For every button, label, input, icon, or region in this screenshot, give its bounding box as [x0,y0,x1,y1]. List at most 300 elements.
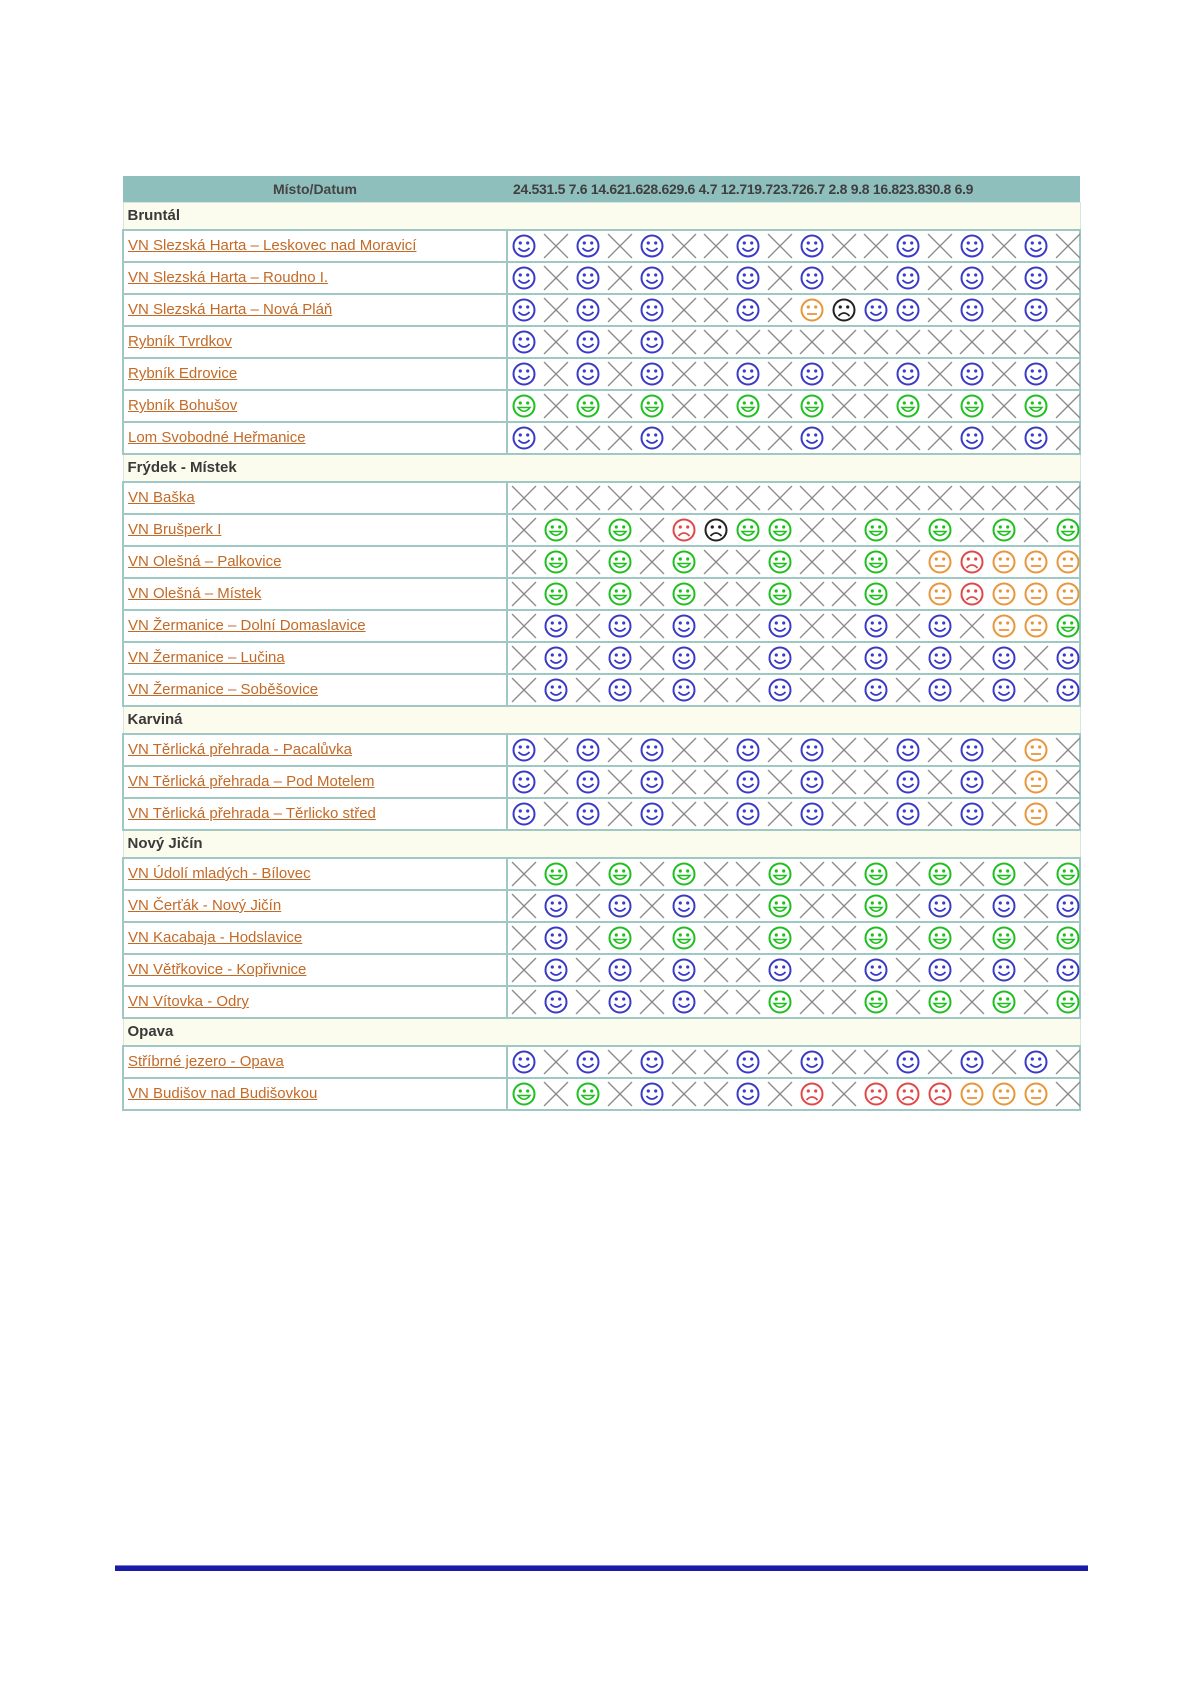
cross-icon [828,515,860,545]
blue-smiley-icon [540,891,572,921]
cross-icon [700,327,732,357]
green-smiley-icon [860,515,892,545]
location-link[interactable]: VN Brušperk I [128,521,222,538]
blue-smiley-icon [732,1047,764,1077]
green-smiley-icon [764,515,796,545]
location-link[interactable]: VN Budišov nad Budišovkou [128,1085,318,1102]
cross-icon [572,611,604,641]
cross-icon [636,611,668,641]
green-smiley-icon [796,391,828,421]
location-cell [123,358,507,390]
blue-smiley-icon [892,767,924,797]
cross-icon [924,263,956,293]
blue-smiley-icon [956,231,988,261]
region-name: Opava [123,1018,1080,1046]
cross-icon [604,231,636,261]
cross-icon [764,799,796,829]
blue-smiley-icon [668,987,700,1017]
orange-neutral-face-icon [1020,611,1052,641]
header-dates: 24.531.5 7.6 14.621.628.629.6 4.7 12.719.723.726.7 2.8 9.8 16.823.830.8 6.9 [513,180,974,197]
location-link[interactable]: VN Kacabaja - Hodslavice [128,929,303,946]
blue-smiley-icon [796,767,828,797]
status-cells [507,922,1080,954]
cross-icon [540,1079,572,1109]
status-cells [507,482,1080,514]
blue-smiley-icon [1020,295,1052,325]
cross-icon [892,515,924,545]
cross-icon [764,1079,796,1109]
cross-icon [796,515,828,545]
location-cell [123,890,507,922]
cross-icon [572,955,604,985]
blue-smiley-icon [988,955,1020,985]
cross-icon [764,231,796,261]
status-cell-strip [508,735,1079,765]
orange-neutral-face-icon [1020,767,1052,797]
location-cell [123,546,507,578]
blue-smiley-icon [732,295,764,325]
blue-smiley-icon [1052,891,1084,921]
cross-icon [892,891,924,921]
status-cell-strip [508,359,1079,389]
blue-smiley-icon [668,891,700,921]
blue-smiley-icon [1020,359,1052,389]
cross-icon [540,735,572,765]
status-cells [507,642,1080,674]
blue-smiley-icon [1020,231,1052,261]
blue-smiley-icon [572,359,604,389]
cross-icon [796,579,828,609]
blue-smiley-icon [924,955,956,985]
green-smiley-icon [1052,923,1084,953]
blue-smiley-icon [572,295,604,325]
cross-icon [508,483,540,513]
cross-icon [1052,231,1084,261]
location-link[interactable]: VN Olešná – Místek [128,585,262,602]
blue-smiley-icon [796,1047,828,1077]
blue-smiley-icon [796,423,828,453]
green-smiley-icon [764,923,796,953]
cross-icon [540,483,572,513]
blue-smiley-icon [604,891,636,921]
green-smiley-icon [860,987,892,1017]
cross-icon [700,579,732,609]
cross-icon [956,955,988,985]
cross-icon [956,515,988,545]
cross-icon [604,1047,636,1077]
blue-smiley-icon [540,643,572,673]
green-smiley-icon [668,923,700,953]
blue-smiley-icon [636,295,668,325]
table-row [123,230,1080,262]
blue-smiley-icon [956,359,988,389]
cross-icon [924,295,956,325]
region-name: Frýdek - Místek [123,454,1080,482]
blue-smiley-icon [732,767,764,797]
location-cell [123,610,507,642]
location-link[interactable]: VN Žermanice – Soběšovice [128,681,319,698]
cross-icon [540,295,572,325]
location-link[interactable]: VN Těrlická přehrada – Pod Motelem [128,773,375,790]
cross-icon [572,515,604,545]
status-cell-strip [508,483,1079,513]
status-cell-strip [508,515,1079,545]
cross-icon [828,327,860,357]
orange-neutral-face-icon [988,1079,1020,1109]
table-row [123,326,1080,358]
cross-icon [956,675,988,705]
cross-icon [796,955,828,985]
blue-smiley-icon [860,955,892,985]
status-cell-strip [508,923,1079,953]
cross-icon [668,327,700,357]
cross-icon [892,643,924,673]
red-sad-face-icon [956,547,988,577]
green-smiley-icon [892,391,924,421]
cross-icon [508,643,540,673]
cross-icon [796,547,828,577]
location-cell [123,326,507,358]
cross-icon [700,891,732,921]
cross-icon [956,611,988,641]
table-row [123,954,1080,986]
blue-smiley-icon [636,263,668,293]
cross-icon [924,735,956,765]
blue-smiley-icon [508,359,540,389]
blue-smiley-icon [732,1079,764,1109]
green-smiley-icon [988,859,1020,889]
status-cell-strip [508,579,1079,609]
cross-icon [924,391,956,421]
cross-icon [508,579,540,609]
cross-icon [828,1079,860,1109]
location-cell [123,954,507,986]
cross-icon [700,987,732,1017]
status-cells [507,326,1080,358]
location-link[interactable]: Stříbrné jezero - Opava [128,1053,284,1070]
cross-icon [700,423,732,453]
cross-icon [572,423,604,453]
table-row [123,482,1080,514]
cross-icon [860,767,892,797]
cross-icon [860,391,892,421]
cross-icon [988,767,1020,797]
green-smiley-icon [668,547,700,577]
orange-neutral-face-icon [1052,547,1084,577]
status-cell-strip [508,423,1079,453]
cross-icon [924,423,956,453]
status-cells [507,262,1080,294]
blue-smiley-icon [892,231,924,261]
cross-icon [796,675,828,705]
blue-smiley-icon [924,643,956,673]
cross-icon [1020,923,1052,953]
blue-smiley-icon [636,1079,668,1109]
location-link[interactable]: VN Žermanice – Lučina [128,649,285,666]
blue-smiley-icon [796,735,828,765]
blue-smiley-icon [508,735,540,765]
location-cell [123,734,507,766]
green-smiley-icon [860,859,892,889]
cross-icon [668,1079,700,1109]
green-smiley-icon [604,859,636,889]
status-cell-strip [508,891,1079,921]
cross-icon [828,923,860,953]
status-cells [507,766,1080,798]
cross-icon [924,359,956,389]
location-cell [123,986,507,1018]
cross-icon [1052,1047,1084,1077]
green-smiley-icon [924,923,956,953]
status-cell-strip [508,231,1079,261]
red-sad-face-icon [924,1079,956,1109]
blue-smiley-icon [764,675,796,705]
table-row [123,642,1080,674]
status-cell-strip [508,611,1079,641]
table-row [123,1046,1080,1078]
location-link[interactable]: Lom Svobodné Heřmanice [128,429,306,446]
table-row [123,546,1080,578]
status-cells [507,578,1080,610]
cross-icon [1052,799,1084,829]
cross-icon [828,735,860,765]
green-smiley-icon [604,579,636,609]
cross-icon [572,987,604,1017]
table-row [123,766,1080,798]
blue-smiley-icon [1052,675,1084,705]
status-cell-strip [508,643,1079,673]
location-link[interactable]: VN Baška [128,489,195,506]
cross-icon [668,359,700,389]
cross-icon [796,643,828,673]
cross-icon [956,483,988,513]
location-link[interactable]: VN Slezská Harta – Roudno I. [128,269,329,286]
green-smiley-icon [668,579,700,609]
cross-icon [668,263,700,293]
cross-icon [956,859,988,889]
cross-icon [700,675,732,705]
table-row [123,514,1080,546]
cross-icon [604,799,636,829]
cross-icon [764,359,796,389]
cross-icon [700,483,732,513]
cross-icon [604,735,636,765]
blue-smiley-icon [1052,955,1084,985]
cross-icon [764,483,796,513]
cross-icon [636,891,668,921]
green-smiley-icon [1052,987,1084,1017]
blue-smiley-icon [732,263,764,293]
blue-smiley-icon [988,643,1020,673]
cross-icon [636,675,668,705]
cross-icon [892,955,924,985]
cross-icon [668,767,700,797]
table-row [123,798,1080,830]
cross-icon [604,1079,636,1109]
cross-icon [572,483,604,513]
status-cells [507,798,1080,830]
cross-icon [668,483,700,513]
cross-icon [860,327,892,357]
location-link[interactable]: VN Těrlická přehrada - Pacalůvka [128,741,352,758]
region-name: Karviná [123,706,1080,734]
location-link[interactable]: VN Údolí mladých - Bílovec [128,865,311,882]
table-row [123,610,1080,642]
blue-smiley-icon [924,611,956,641]
green-smiley-icon [764,891,796,921]
cross-icon [988,391,1020,421]
cross-icon [700,1047,732,1077]
status-cells [507,858,1080,890]
cross-icon [988,735,1020,765]
cross-icon [988,423,1020,453]
cross-icon [892,987,924,1017]
cross-icon [764,767,796,797]
blue-smiley-icon [540,987,572,1017]
cross-icon [572,859,604,889]
blue-smiley-icon [892,263,924,293]
blue-smiley-icon [732,799,764,829]
cross-icon [700,1079,732,1109]
cross-icon [732,547,764,577]
red-sad-face-icon [892,1079,924,1109]
orange-neutral-face-icon [796,295,828,325]
cross-icon [828,955,860,985]
blue-smiley-icon [796,231,828,261]
status-cell-strip [508,547,1079,577]
location-link[interactable]: VN Větřkovice - Kopřivnice [128,961,307,978]
cross-icon [668,231,700,261]
blue-smiley-icon [1020,263,1052,293]
green-smiley-icon [860,579,892,609]
cross-icon [700,231,732,261]
green-smiley-icon [924,515,956,545]
location-link[interactable]: VN Čerťák - Nový Jičín [128,897,282,914]
cross-icon [700,859,732,889]
blue-smiley-icon [508,1047,540,1077]
blue-smiley-icon [508,231,540,261]
green-smiley-icon [764,579,796,609]
blue-smiley-icon [892,359,924,389]
cross-icon [668,423,700,453]
cross-icon [828,231,860,261]
table-row [123,422,1080,454]
water-quality-table [122,176,1081,1111]
cross-icon [956,643,988,673]
location-link[interactable]: VN Žermanice – Dolní Domaslavice [128,617,366,634]
location-cell [123,262,507,294]
blue-smiley-icon [764,611,796,641]
table-row [123,890,1080,922]
status-cell-strip [508,327,1079,357]
cross-icon [924,327,956,357]
cross-icon [700,295,732,325]
region-row [123,706,1080,734]
location-link[interactable]: VN Těrlická přehrada – Těrlicko střed [128,805,376,822]
status-cell-strip [508,799,1079,829]
blue-smiley-icon [892,1047,924,1077]
blue-smiley-icon [668,611,700,641]
location-link[interactable]: VN Olešná – Palkovice [128,553,282,570]
green-smiley-icon [540,859,572,889]
status-cells [507,674,1080,706]
blue-smiley-icon [668,643,700,673]
status-cell-strip [508,859,1079,889]
cross-icon [828,483,860,513]
location-link[interactable]: Rybník Bohušov [128,397,238,414]
location-cell [123,858,507,890]
cross-icon [700,735,732,765]
blue-smiley-icon [956,1047,988,1077]
status-cells [507,890,1080,922]
cross-icon [860,735,892,765]
blue-smiley-icon [508,423,540,453]
status-cells [507,546,1080,578]
blue-smiley-icon [540,611,572,641]
header-place-date: Místo/Datum [273,180,357,197]
blue-smiley-icon [796,263,828,293]
region-row [123,830,1080,858]
cross-icon [1052,423,1084,453]
status-cell-strip [508,675,1079,705]
blue-smiley-icon [860,611,892,641]
red-sad-face-icon [860,1079,892,1109]
location-link[interactable]: VN Slezská Harta – Nová Pláň [128,301,333,318]
blue-smiley-icon [956,263,988,293]
cross-icon [988,483,1020,513]
cross-icon [1052,1079,1084,1109]
blue-smiley-icon [572,767,604,797]
location-cell [123,1046,507,1078]
cross-icon [1052,327,1084,357]
blue-smiley-icon [732,231,764,261]
blue-smiley-icon [860,295,892,325]
table-row [123,294,1080,326]
blue-smiley-icon [1020,423,1052,453]
location-cell [123,514,507,546]
cross-icon [828,1047,860,1077]
green-smiley-icon [508,1079,540,1109]
cross-icon [828,611,860,641]
green-smiley-icon [764,547,796,577]
green-smiley-icon [764,859,796,889]
green-smiley-icon [604,515,636,545]
cross-icon [572,579,604,609]
green-smiley-icon [1052,859,1084,889]
green-smiley-icon [988,515,1020,545]
orange-neutral-face-icon [956,1079,988,1109]
cross-icon [636,515,668,545]
blue-smiley-icon [860,643,892,673]
cross-icon [764,295,796,325]
location-link[interactable]: Rybník Tvrdkov [128,333,232,350]
location-link[interactable]: VN Vítovka - Odry [128,993,249,1010]
location-link[interactable]: Rybník Edrovice [128,365,238,382]
cross-icon [572,891,604,921]
cross-icon [924,799,956,829]
table-row [123,734,1080,766]
cross-icon [988,1047,1020,1077]
blue-smiley-icon [572,327,604,357]
location-link[interactable]: VN Slezská Harta – Leskovec nad Moravicí [128,237,417,254]
cross-icon [604,295,636,325]
green-smiley-icon [508,391,540,421]
blue-smiley-icon [604,611,636,641]
cross-icon [732,579,764,609]
status-cell-strip [508,987,1079,1017]
cross-icon [636,859,668,889]
blue-smiley-icon [892,735,924,765]
